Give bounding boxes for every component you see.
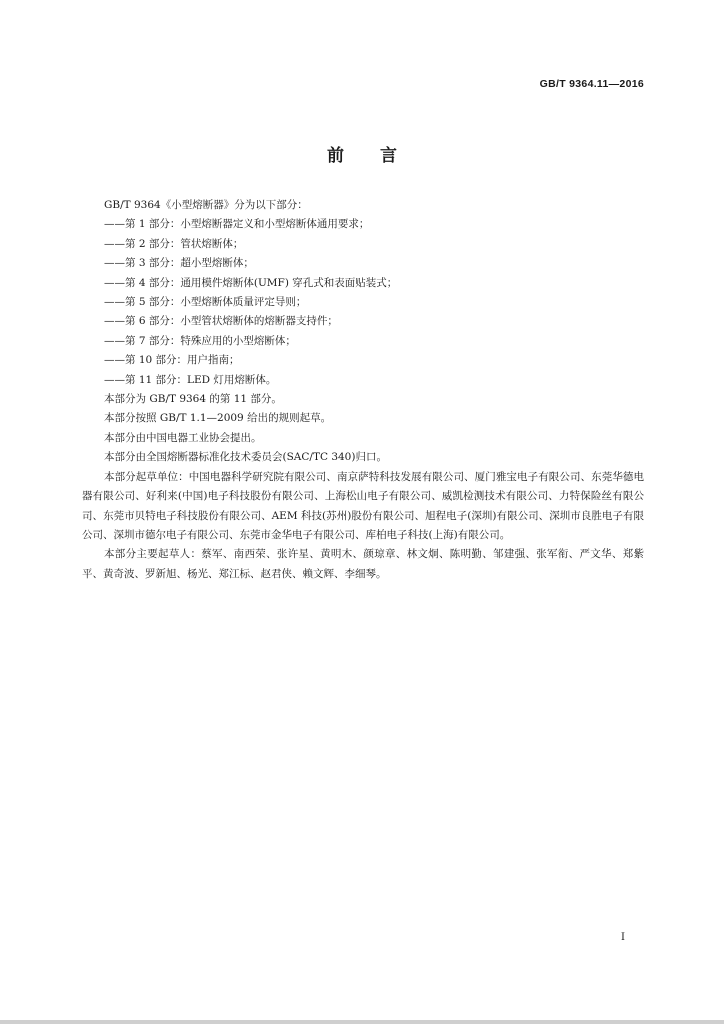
part-list-item: ——第 7 部分：特殊应用的小型熔断体； <box>104 334 296 347</box>
part-list-item: ——第 11 部分：LED 灯用熔断体。 <box>104 373 277 386</box>
part-list-item: ——第 5 部分：小型熔断体质量评定导则； <box>104 296 307 309</box>
part-list-item: ——第 3 部分：超小型熔断体； <box>104 257 254 270</box>
document-body <box>82 196 644 584</box>
page-title: 前言 <box>327 146 433 166</box>
standard-code: GB/T 9364.11—2016 <box>539 78 644 90</box>
part-list-item: ——第 6 部分：小型管状熔断体的熔断器支持件； <box>104 315 338 328</box>
bottom-border <box>0 1020 724 1024</box>
drafters-paragraph: 本部分主要起草人：蔡军、南西荣、张许星、黄明木、颜琼章、林文炯、陈明勤、邹建强、张军衔、严文华、郑紫平、黄奇波、罗新旭、杨光、郑江标、赵君侠、赖文辉、李细琴。 <box>82 548 644 580</box>
statement-line: 本部分为 GB/T 9364 的第 11 部分。 <box>104 393 282 406</box>
statement-line: 本部分由中国电器工业协会提出。 <box>104 431 262 444</box>
drafting-units-paragraph: 本部分起草单位：中国电器科学研究院有限公司、南京萨特科技发展有限公司、厦门雅宝电子有限公司、东莞华德电器有限公司、好利来(中国)电子科技股份有限公司、上海松山电子有限公司、威凯检测技术有限公司、力特保险丝有限公司、东莞市贝特电子科技股份有限公司、AEM 科技(苏州)股份有限公司、旭程电子(深圳)有限公司、深圳市良胜电子有限公司、深圳市德尔电子有限公司、东莞市金华电子有限公司、库柏电子科技(上海)有限公司。 <box>82 470 644 541</box>
page-number: I <box>621 932 625 943</box>
statement-line: 本部分由全国熔断器标准化技术委员会(SAC/TC 340)归口。 <box>104 451 387 464</box>
intro-line: GB/T 9364《小型熔断器》分为以下部分： <box>104 199 308 211</box>
part-list-item: ——第 4 部分：通用模件熔断体(UMF) 穿孔式和表面贴装式； <box>104 276 398 289</box>
part-list-item: ——第 1 部分：小型熔断器定义和小型熔断体通用要求； <box>104 218 370 231</box>
part-list-item: ——第 10 部分：用户指南； <box>104 354 240 367</box>
statement-line: 本部分按照 GB/T 1.1—2009 给出的规则起草。 <box>104 412 332 425</box>
part-list-item: ——第 2 部分：管状熔断体； <box>104 237 244 250</box>
